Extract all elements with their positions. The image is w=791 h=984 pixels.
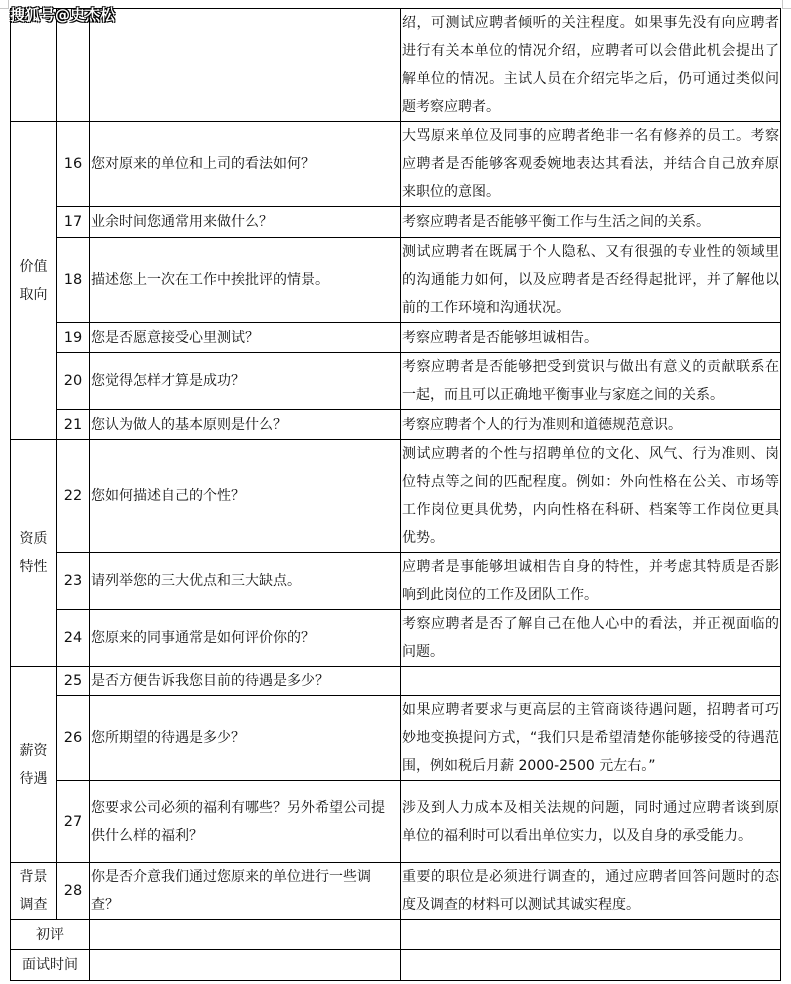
category-cell-salary	[11, 667, 57, 863]
question-number: 22	[57, 440, 90, 553]
question-number: 24	[57, 610, 90, 667]
initial-evaluation-field-extra[interactable]	[401, 920, 781, 950]
answer-cell: 绍，可测试应聘者倾听的关注程度。如果事先没有向应聘者进行有关本单位的情况介绍，应聘者可以会借此机会提出了解单位的情况。主试人员在介绍完毕之后，仍可通过类似问题考察应聘者。	[401, 9, 781, 122]
question-number: 23	[57, 553, 90, 610]
question-number: 28	[57, 863, 90, 920]
table-row	[11, 696, 781, 781]
table-row-interview-time	[11, 950, 781, 981]
answer-text: 大骂原来单位及同事的应聘者绝非一名有修养的员工。考察应聘者是否能够客观委婉地表达其看法，并结合自己放弃原来职位的意图。	[401, 122, 781, 207]
category-label: 待遇	[19, 770, 48, 787]
table-row	[11, 553, 781, 610]
question-number: 16	[57, 122, 90, 207]
category-cell	[11, 9, 57, 122]
answer-text: 测试应聘者在既属于个人隐私、又有很强的专业性的领域里的沟通能力如何，以及应聘者是否经得起批评，并了解他以前的工作环境和沟通状况。	[401, 238, 781, 323]
question-text: 您是否愿意接受心里测试？	[90, 323, 401, 353]
question-text: 您所期望的待遇是多少？	[90, 696, 401, 781]
category-label: 调查	[19, 897, 48, 913]
table-row	[11, 9, 781, 122]
table-row	[11, 410, 781, 440]
initial-evaluation-label: 初评	[11, 920, 90, 950]
page-corner-mark	[0, 0, 9, 9]
question-text: 您要求公司必须的福利有哪些？另外希望公司提供什么样的福利？	[90, 781, 401, 863]
category-label: 背景	[19, 869, 48, 885]
category-label: 特性	[19, 559, 48, 575]
question-cell	[90, 9, 401, 122]
answer-text: 考察应聘者是否了解自己在他人心中的看法，并正视面临的问题。	[401, 610, 781, 667]
table-row	[11, 353, 781, 410]
category-cell-value-orientation	[11, 122, 57, 440]
table-row	[11, 781, 781, 863]
question-number: 21	[57, 410, 90, 440]
question-text: 描述您上一次在工作中挨批评的情景。	[90, 238, 401, 323]
table-row	[11, 667, 781, 696]
category-cell-background-check	[11, 863, 57, 920]
table-row	[11, 323, 781, 353]
category-cell-qualification	[11, 440, 57, 667]
table-row	[11, 207, 781, 238]
answer-text: 测试应聘者的个性与招聘单位的文化、风气、行为准则、岗位特点等之间的匹配程度。例如：外向性格在公关、市场等工作岗位更具优势，内向性格在科研、档案等工作岗位更具优势。	[401, 440, 781, 553]
answer-text: 应聘者是事能够坦诚相告自身的特性，并考虑其特质是否影响到此岗位的工作及团队工作。	[401, 553, 781, 610]
answer-text: 考察应聘者是否能够把受到赏识与做出有意义的贡献联系在一起，而且可以正确地平衡事业与家庭之间的关系。	[401, 353, 781, 410]
question-text: 你是否介意我们通过您原来的单位进行一些调查？	[90, 863, 401, 920]
answer-text: 如果应聘者要求与更高层的主管商谈待遇问题，招聘者可巧妙地变换提问方式，“我们只是希望清楚你能够接受的待遇范围，例如税后月薪 2000-2500 元左右。”	[401, 696, 781, 781]
category-label: 价值	[19, 258, 48, 275]
question-text: 是否方便告诉我您目前的待遇是多少？	[90, 667, 401, 696]
question-number: 26	[57, 696, 90, 781]
question-number: 17	[57, 207, 90, 238]
answer-text	[401, 667, 781, 696]
interview-time-label: 面试时间	[11, 950, 90, 981]
question-number: 27	[57, 781, 90, 863]
table-row	[11, 610, 781, 667]
page-corner-mark	[782, 0, 791, 9]
question-number: 19	[57, 323, 90, 353]
answer-text: 重要的职位是必须进行调查的，通过应聘者回答问题时的态度及调查的材料可以测试其诚实程度。	[401, 863, 781, 920]
category-label: 薪资	[19, 742, 48, 759]
answer-text: 考察应聘者是否能够平衡工作与生活之间的关系。	[401, 207, 781, 238]
question-text: 您觉得怎样才算是成功？	[90, 353, 401, 410]
interview-question-table	[10, 8, 781, 981]
question-number: 25	[57, 667, 90, 696]
interview-time-field-extra[interactable]	[401, 950, 781, 981]
question-text: 您原来的同事通常是如何评价你的？	[90, 610, 401, 667]
number-cell	[57, 9, 90, 122]
table-row	[11, 122, 781, 207]
category-label: 资质	[19, 531, 48, 547]
interview-time-field[interactable]	[90, 950, 401, 981]
question-number: 20	[57, 353, 90, 410]
initial-evaluation-field[interactable]	[90, 920, 401, 950]
question-text: 您认为做人的基本原则是什么？	[90, 410, 401, 440]
answer-text: 考察应聘者是否能够坦诚相告。	[401, 323, 781, 353]
watermark: 搜狐号@史杰松	[10, 6, 116, 24]
table-row	[11, 238, 781, 323]
answer-text: 考察应聘者个人的行为准则和道德规范意识。	[401, 410, 781, 440]
question-number: 18	[57, 238, 90, 323]
table-row	[11, 440, 781, 553]
question-text: 您对原来的单位和上司的看法如何？	[90, 122, 401, 207]
category-label: 取向	[19, 286, 48, 303]
table-row-initial-evaluation	[11, 920, 781, 950]
question-text: 业余时间您通常用来做什么？	[90, 207, 401, 238]
answer-text: 涉及到人力成本及相关法规的问题，同时通过应聘者谈到原单位的福利时可以看出单位实力，以及自身的承受能力。	[401, 781, 781, 863]
question-text: 您如何描述自己的个性？	[90, 440, 401, 553]
table-row	[11, 863, 781, 920]
question-text: 请列举您的三大优点和三大缺点。	[90, 553, 401, 610]
